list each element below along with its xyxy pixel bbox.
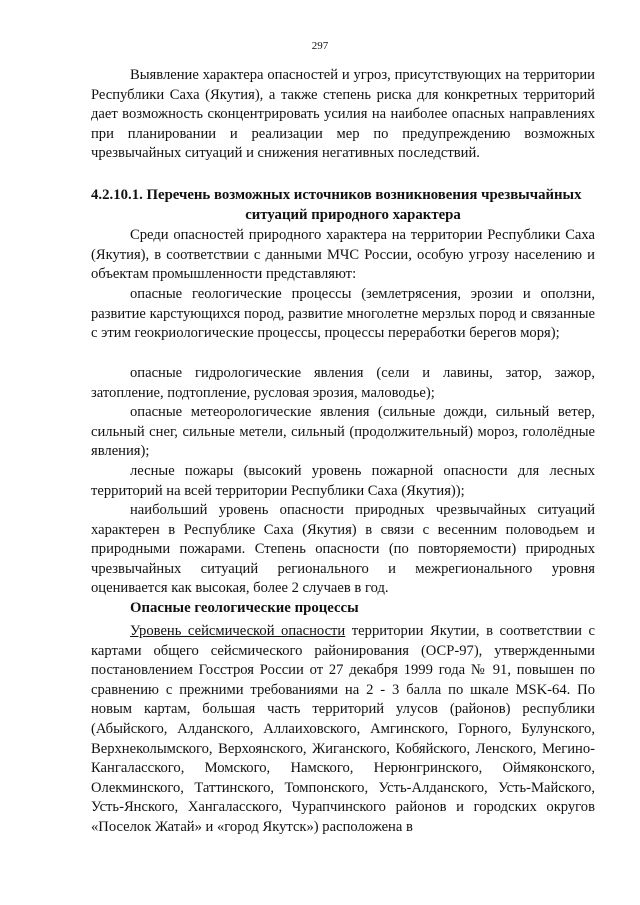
list-item-hydrological: опасные гидрологические явления (сели и лавины, затор, зажор, затопление, подтопление, русловая эрозия, маловодье); bbox=[91, 365, 595, 401]
section-heading-line2: ситуаций природного характера bbox=[245, 206, 461, 223]
list-item-geological: опасные геологические процессы (землетрясения, эрозии и оползни, развитие карстующихся пород, развитие многолетне мерзлых пород и связанные с этим геокриологические процессы, процессы переработки берегов моря); bbox=[91, 286, 595, 342]
list-intro-paragraph: Среди опасностей природного характера на территории Республики Саха (Якутия), в соответствии с данными МЧС России, особую угрозу населению и объектам промышленности представляют: bbox=[91, 227, 595, 283]
list-item-forest-fires: лесные пожары (высокий уровень пожарной опасности для лесных территорий на всей территории Республики Саха (Якутия)); bbox=[91, 463, 595, 499]
seismic-paragraph bbox=[91, 622, 595, 838]
seismic-text: территории Якутии, в соответствии с картами общего сейсмического районирования (ОСР-97), утвержденными постановлением Госстроя России от 27 декабря 1999 года № 91, повышен по сравнению с прежними требованиями на 2 - 3 балла по шкале MSK-64. По новым картам, большая часть территорий улусов (районов) республики (Абыйского, Алданского, Аллаиховского, Амгинского, Горного, Булунского, Верхнеколымского, Верхоянского, Жиганского, Кобяйского, Ленского, Мегино-Кангаласского, Момского, Намского, Нерюнгринского, Оймяконского, Олекминского, Таттинского, Томпонского, Усть-Алданского, Усть-Майского, Усть-Янского, Хангаласского, Чурапчинского районов и городских округов «Поселок Жатай» и «город Якутск») расположена в bbox=[91, 623, 595, 835]
seismic-underlined-lead: Уровень сейсмической опасности bbox=[130, 623, 346, 639]
page-number: 297 bbox=[311, 40, 329, 52]
list-item-meteorological: опасные метеорологические явления (сильные дожди, сильный ветер, сильный снег, сильные метели, сильный (продолжительный) мороз, гололёдные явления); bbox=[91, 404, 595, 460]
section-heading bbox=[91, 186, 595, 225]
intro-paragraph: Выявление характера опасностей и угроз, присутствующих на территории Республики Саха (Якутия), а также степень риска для конкретных территорий дает возможность сконцентрировать усилия на наиболее опасных направлениях при планировании и реализации мер по предупреждению возможных чрезвычайных ситуаций и снижения негативных последствий. bbox=[91, 67, 595, 162]
list-item-highest-danger: наибольший уровень опасности природных чрезвычайных ситуаций характерен в Республике Саха (Якутия) в связи с весенним половодьем и природными пожарами. Степень опасности (по повторяемости) природных чрезвычайных ситуаций регионального и межрегионального уровня оценивается как высокая, более 2 случаев в год. bbox=[91, 502, 595, 597]
subheading-geological: Опасные геологические процессы bbox=[130, 600, 359, 616]
section-heading-line1: 4.2.10.1. Перечень возможных источников возникновения чрезвычайных bbox=[91, 187, 582, 203]
